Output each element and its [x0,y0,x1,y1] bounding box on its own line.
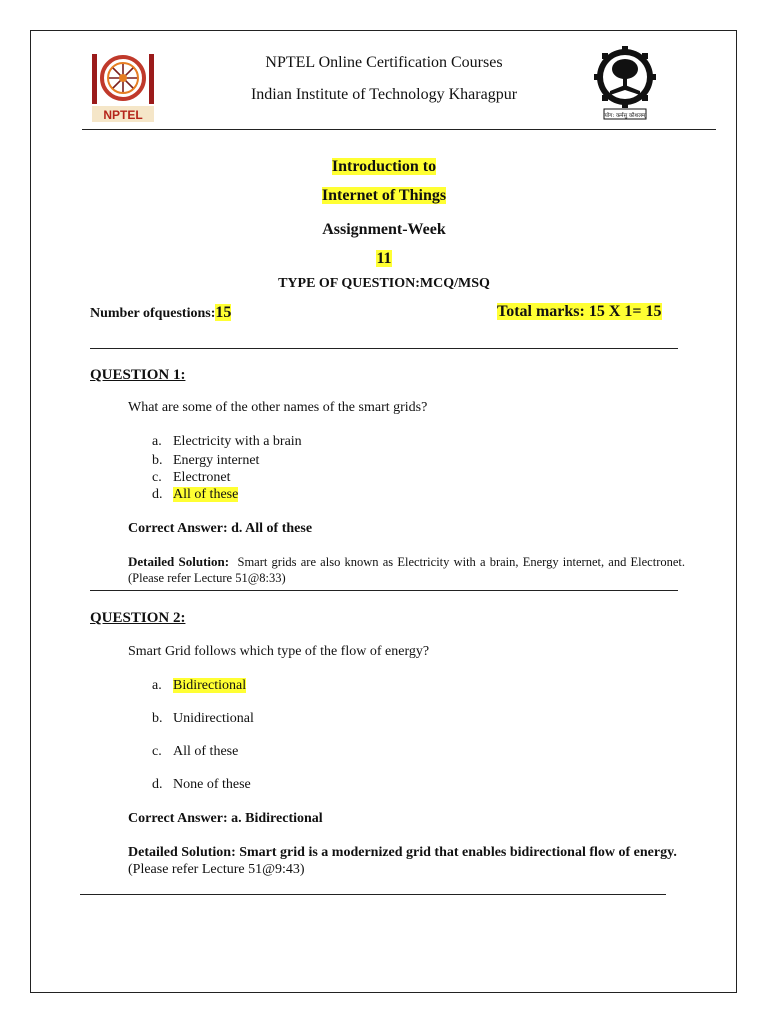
summary-divider [90,348,678,349]
question-2-answer: Correct Answer: a. Bidirectional [128,811,323,826]
question-1-option-c: c. Electronet [152,470,231,485]
assignment-label: Assignment-Week [322,221,446,238]
question-1-option-d: d. All of these [152,487,239,502]
total-marks: Total marks: 15 X 1= 15 [497,303,662,320]
question-2-divider [80,894,666,895]
nptel-logo-text: NPTEL [103,108,143,122]
question-1-option-b: b. Energy internet [152,453,260,468]
question-2-option-a: a. Bidirectional [152,678,247,693]
num-questions-value: 15 [215,304,232,321]
course-title-line-2: Internet of Things [321,187,447,204]
iit-kgp-motto: योग: कर्मसु कौशलम् [604,113,646,119]
header-line-1: NPTEL Online Certification Courses [265,54,503,71]
question-1-text: What are some of the other names of the smart grids? [128,400,428,415]
course-title-line-1: Introduction to [331,158,437,175]
question-2-option-d: d. None of these [152,777,251,792]
question-2-title: QUESTION 2: [90,610,186,626]
number-of-questions [90,304,231,322]
question-1-divider [90,590,678,591]
question-1-solution: Detailed Solution: Smart grids are also known as Electricity with a brain, Energy internet, and Electronet. (Please refer Lecture 51@8:33) [128,554,685,585]
week-number: 11 [376,250,392,267]
question-1-answer: Correct Answer: d. All of these [128,521,313,536]
question-2-text: Smart Grid follows which type of the flow of energy? [128,644,430,659]
question-type: TYPE OF QUESTION:MCQ/MSQ [278,276,490,291]
question-1-option-a: a. Electricity with a brain [152,434,302,449]
header-line-2: Indian Institute of Technology Kharagpur [250,86,518,103]
question-2-option-c: c. All of these [152,744,239,759]
question-2-option-b: b. Unidirectional [152,711,254,726]
header-divider [82,129,716,130]
num-questions-label: Number ofquestions: [90,306,216,321]
question-2-solution: Detailed Solution: Smart grid is a modernized grid that enables bidirectional flow of energy. (Please refer Lecture 51@9:43) [128,845,677,877]
question-1-title: QUESTION 1: [90,367,186,383]
